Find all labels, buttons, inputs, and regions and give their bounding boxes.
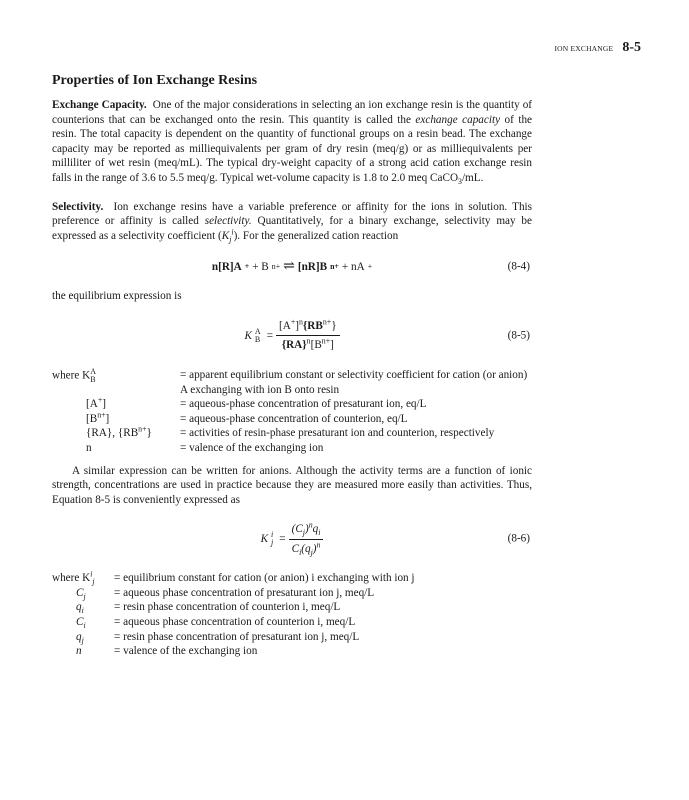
run-in-head: Selectivity. <box>52 200 104 213</box>
equation-number: (8-6) <box>507 532 530 545</box>
fraction: $\frac{(C_j)^nq_i}{C_i(q_j)^n}$ <box>289 522 324 556</box>
defined-term: exchange capacity <box>415 113 501 126</box>
running-head <box>554 40 641 56</box>
main-content <box>52 72 532 659</box>
equation-8-6: K i j = $\frac{(C_j)^nq_i}{C_i(q_j)^n}$ (8-6) <box>260 520 530 558</box>
equation-number: (8-4) <box>507 261 530 274</box>
fraction: $\frac{[A^+]^n\{RB^{n+}\}}{\{RA\}^n[B^{n+}]}$ <box>276 319 340 353</box>
equation-number: (8-5) <box>507 329 530 342</box>
selectivity-paragraph: Selectivity. Ion exchange resins have a variable preference or affinity for the ions in solution. This preference or affinity is called selectivity. Quantitatively, for a binary exchange, selectivity may be expressed as a selectivity coefficient $(K_j^i)$. For the generalized cation reaction <box>52 200 533 244</box>
definitions-8-5: where K A B = apparent equilibrium constant or selectivity coefficient for cation (or anion) A exchanging with ion B onto resin [A+] = aqueous-phase concentration of presaturant ion, eq/L $[B^{n+}]$ = aqueous-phase concentration of counterion, eq/L {RA}, $\{RB^{n+}\}$ = activities of resin-phase presaturant ion and counterion, respectively n = valence of the exchanging ion <box>52 366 528 454</box>
definitions-8-6: where $K^i_j$ = equilibrium constant for cation (or anion) i exchanging with ion j $C_j$ = aqueous phase concentration of presaturant ion j, meq/L $q_i$ = resin phase concentration of counterion i, meq/L $C_i$ = aqueous phase concentration of counterion i, meq/L $q_j$ = resin phase concentration of presaturant ion j, meq/L n = valence of the exchanging ion <box>52 569 415 658</box>
defined-term: selectivity. <box>204 215 252 228</box>
page-number: 8-5 <box>622 40 641 55</box>
section-heading: Properties of Ion Exchange Resins <box>52 73 258 88</box>
equilibrium-arrow: ⇌ <box>283 259 295 275</box>
exchange-capacity-paragraph: Exchange Capacity. One of the major considerations in selecting an ion exchange resin is the quantity of counterions that can be exchanged onto the resin. This quantity is called the exchange capacity of the resin. The total capacity is dependent on the quantity of functional groups on a resin bead. The exchange capacity may be reported as milliequivalents per gram of dry resin (meq/g) or as milliequivalents per milliliter of wet resin (meq/mL). The typical dry-weight capacity of a strong acid cation exchange resin falls in the range of 3.6 to 5.5 meq/g. Typical wet-volume capacity is 1.8 to 2.0 meq CaCO$_3$/mL. <box>52 99 533 187</box>
equation-8-5: K A B = $\frac{[A^+]^n\{RB^{n+}\}}{\{RA\}^n[B^{n+}]}$ (8-5) <box>244 317 530 352</box>
equation-8-4: n[R]A + + B n+ ⇌ [nR]B n+ + nA + (8-4) <box>211 259 530 275</box>
equilibrium-intro: the equilibrium expression is <box>52 290 182 303</box>
anions-paragraph: A similar expression can be written for anions. Although the activity terms are a function of ionic strength, concentrations are used in practice because they are measured more easily than activities. Thus, Equation 8-5 is conveniently expressed as <box>52 464 532 506</box>
run-in-head: Exchange Capacity. <box>52 99 147 111</box>
running-head-section: ION EXCHANGE <box>554 44 614 53</box>
